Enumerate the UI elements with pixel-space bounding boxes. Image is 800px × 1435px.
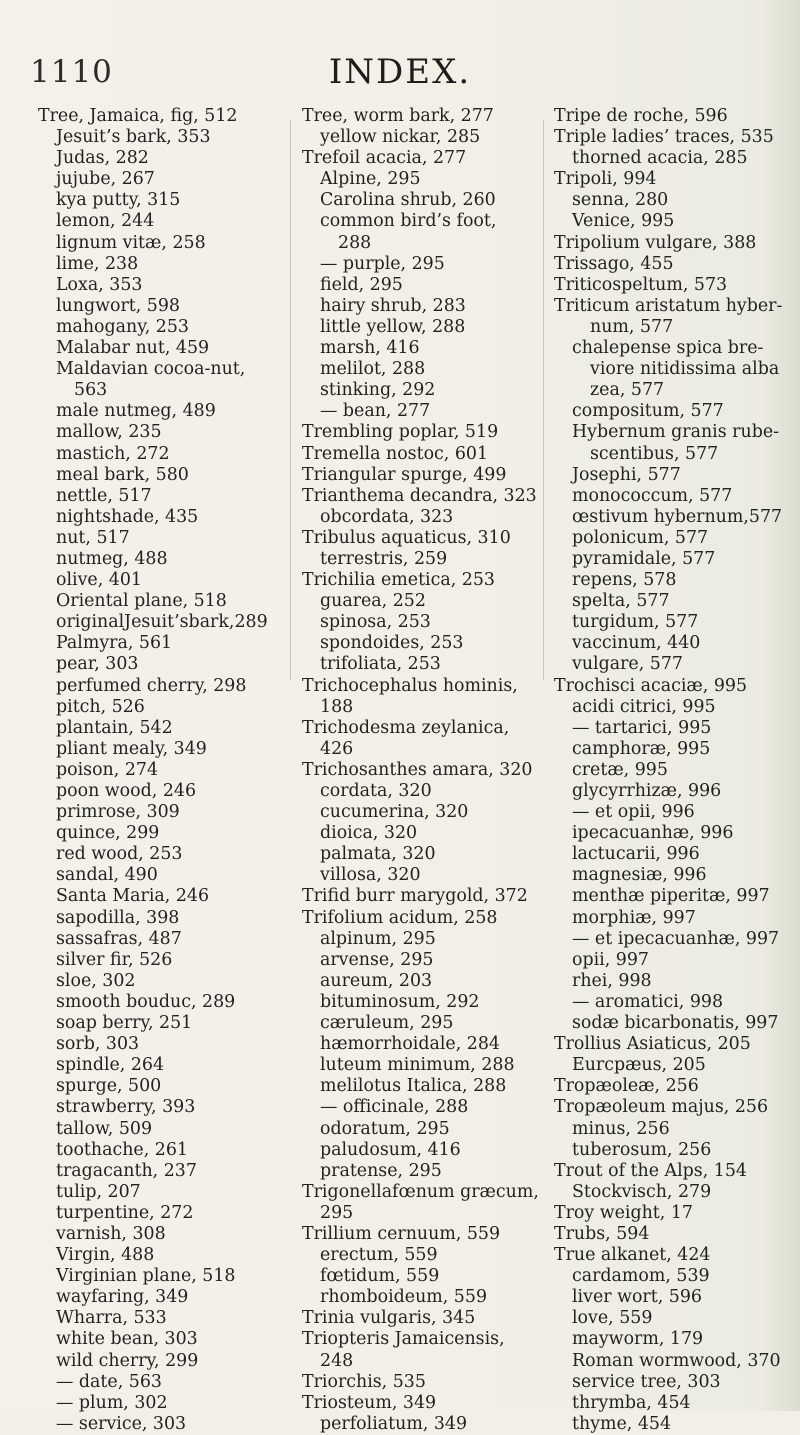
index-sub-entry: love, 559 — [572, 1308, 653, 1329]
index-main-entry: Trichosanthes amara, 320 — [302, 759, 533, 780]
index-sub-entry: vulgare, 577 — [572, 654, 683, 675]
index-sub-entry: cæruleum, 295 — [320, 1013, 454, 1034]
index-sub-entry: monococcum, 577 — [572, 485, 733, 506]
index-main-entry: Troy weight, 17 — [554, 1202, 693, 1223]
index-sub-entry: mahogany, 253 — [56, 316, 189, 337]
index-sub-entry: lignum vitæ, 258 — [56, 232, 206, 253]
index-sub-entry: spinosa, 253 — [320, 612, 431, 633]
index-main-entry: True alkanet, 424 — [554, 1245, 711, 1266]
index-sub-entry: Santa Maria, 246 — [56, 886, 210, 907]
index-sub-entry: — purple, 295 — [320, 253, 445, 274]
index-main-entry: Trianthema decandra, 323 — [302, 485, 537, 506]
index-sub-entry: vaccinum, 440 — [572, 633, 701, 654]
index-entry-continuation: 188 — [320, 696, 354, 717]
index-sub-entry: field, 295 — [320, 274, 403, 295]
index-sub-entry: spindle, 264 — [56, 1055, 165, 1076]
index-sub-entry: quince, 299 — [56, 823, 160, 844]
index-sub-entry: terrestris, 259 — [320, 548, 448, 569]
index-sub-entry: service tree, 303 — [572, 1371, 721, 1392]
index-main-entry: Trinia vulgaris, 345 — [302, 1308, 476, 1329]
index-main-entry: Trigonellafœnum græcum, — [302, 1181, 539, 1202]
index-sub-entry: arvense, 295 — [320, 949, 434, 970]
index-sub-entry: nutmeg, 488 — [56, 548, 168, 569]
index-main-entry: Triorchis, 535 — [302, 1371, 426, 1392]
index-sub-entry: — aromatici, 998 — [572, 991, 724, 1012]
index-sub-entry: silver fir, 526 — [56, 949, 173, 970]
index-main-entry: Triangular spurge, 499 — [302, 464, 507, 485]
index-sub-entry: minus, 256 — [572, 1118, 670, 1139]
index-sub-entry: Stockvisch, 279 — [572, 1181, 712, 1202]
index-main-entry: Tree, worm bark, 277 — [302, 106, 494, 126]
index-main-entry: Trollius Asiaticus, 205 — [554, 1034, 751, 1055]
index-sub-entry: — tartarici, 995 — [572, 717, 712, 738]
index-sub-entry: Hybernum granis rube- — [572, 422, 779, 443]
index-sub-entry: sapodilla, 398 — [56, 907, 180, 928]
index-sub-entry: red wood, 253 — [56, 844, 183, 865]
index-sub-entry: kya putty, 315 — [56, 190, 181, 211]
index-main-entry: Trembling poplar, 519 — [302, 422, 499, 443]
index-sub-entry: odoratum, 295 — [320, 1118, 450, 1139]
index-sub-entry: compositum, 577 — [572, 401, 724, 422]
index-sub-entry: chalepense spica bre- — [572, 338, 764, 359]
index-sub-entry: sodæ bicarbonatis, 997 — [572, 1013, 779, 1034]
index-sub-entry: spelta, 577 — [572, 591, 670, 612]
index-sub-entry: menthæ piperitæ, 997 — [572, 886, 770, 907]
index-sub-entry: meal bark, 580 — [56, 464, 189, 485]
index-sub-entry: Alpine, 295 — [320, 169, 421, 190]
index-sub-entry: plantain, 542 — [56, 717, 173, 738]
index-main-entry: Triticospeltum, 573 — [554, 274, 728, 295]
index-sub-entry: common bird’s foot, — [320, 211, 497, 232]
index-main-entry: Trichocephalus hominis, — [302, 675, 518, 696]
index-sub-entry: acidi citrici, 995 — [572, 696, 716, 717]
index-main-entry: Triopteris Jamaicensis, — [302, 1329, 505, 1350]
index-sub-entry: camphoræ, 995 — [572, 738, 711, 759]
index-main-entry: Tripolium vulgare, 388 — [554, 232, 757, 253]
index-main-entry: Trichilia emetica, 253 — [302, 570, 495, 591]
index-sub-entry: glycyrrhizæ, 996 — [572, 781, 722, 801]
index-sub-entry: melilot, 288 — [320, 359, 426, 380]
page-number: 1110 — [30, 54, 113, 90]
index-sub-entry: mayworm, 179 — [572, 1329, 704, 1350]
index-main-entry: Trissago, 455 — [554, 253, 674, 274]
index-column-2 — [302, 106, 547, 1435]
index-sub-entry: Josephi, 577 — [572, 464, 681, 485]
index-sub-entry: pliant mealy, 349 — [56, 738, 207, 759]
index-sub-entry: toothache, 261 — [56, 1139, 188, 1160]
index-main-entry: Trefoil acacia, 277 — [302, 148, 467, 169]
index-sub-entry: nettle, 517 — [56, 485, 152, 506]
column-divider — [290, 120, 291, 680]
index-sub-entry: pyramidale, 577 — [572, 548, 716, 569]
index-sub-entry: jujube, 267 — [56, 169, 155, 190]
index-sub-entry: perfumed cherry, 298 — [56, 675, 247, 696]
index-entry-continuation: 248 — [320, 1350, 354, 1371]
index-main-entry: Tripe de roche, 596 — [554, 106, 728, 126]
index-entry-continuation: num, 577 — [590, 316, 674, 337]
index-sub-entry: repens, 578 — [572, 570, 677, 591]
index-sub-entry: sassafras, 487 — [56, 928, 182, 949]
index-sub-entry: Roman wormwood, 370 — [572, 1350, 781, 1371]
index-sub-entry: lemon, 244 — [56, 211, 155, 232]
index-sub-entry: lungwort, 598 — [56, 295, 181, 316]
index-sub-entry: perfoliatum, 349 — [320, 1413, 468, 1434]
index-sub-entry: yellow nickar, 285 — [320, 127, 481, 148]
index-sub-entry: cretæ, 995 — [572, 759, 668, 780]
index-sub-entry: spondoides, 253 — [320, 633, 464, 654]
index-sub-entry: Palmyra, 561 — [56, 633, 173, 654]
index-sub-entry: soap berry, 251 — [56, 1013, 193, 1034]
index-sub-entry: spurge, 500 — [56, 1076, 162, 1097]
index-sub-entry: turgidum, 577 — [572, 612, 699, 633]
index-sub-entry: aureum, 203 — [320, 970, 433, 991]
index-sub-entry: poison, 274 — [56, 759, 159, 780]
index-sub-entry: cucumerina, 320 — [320, 802, 469, 823]
index-main-entry: Tribulus aquaticus, 310 — [302, 527, 511, 548]
index-sub-entry: Virginian plane, 518 — [56, 1266, 236, 1287]
index-sub-entry: guarea, 252 — [320, 591, 426, 612]
index-sub-entry: obcordata, 323 — [320, 506, 454, 527]
index-main-entry: Tropæoleæ, 256 — [554, 1076, 699, 1097]
index-sub-entry: varnish, 308 — [56, 1223, 166, 1244]
index-entry-continuation: 563 — [74, 380, 108, 401]
index-entry-continuation: 288 — [338, 232, 372, 253]
index-sub-entry: villosa, 320 — [320, 865, 421, 886]
index-sub-entry: thrymba, 454 — [572, 1392, 691, 1413]
index-sub-entry: — service, 303 — [56, 1413, 187, 1434]
index-sub-entry: melilotus Italica, 288 — [320, 1076, 507, 1097]
index-sub-entry: Jesuit’s bark, 353 — [56, 127, 211, 148]
index-sub-entry: — date, 563 — [56, 1371, 162, 1392]
index-entry-continuation: scentibus, 577 — [590, 443, 719, 464]
index-sub-entry: polonicum, 577 — [572, 527, 709, 548]
index-main-entry: Trifid burr marygold, 372 — [302, 886, 528, 907]
index-sub-entry: primrose, 309 — [56, 802, 180, 823]
index-sub-entry: liver wort, 596 — [572, 1287, 702, 1308]
index-sub-entry: smooth bouduc, 289 — [56, 991, 236, 1012]
index-sub-entry: cordata, 320 — [320, 781, 432, 801]
index-main-entry: Trifolium acidum, 258 — [302, 907, 498, 928]
index-sub-entry: — plum, 302 — [56, 1392, 168, 1413]
index-sub-entry: luteum minimum, 288 — [320, 1055, 515, 1076]
index-sub-entry: cardamom, 539 — [572, 1266, 710, 1287]
index-sub-entry: palmata, 320 — [320, 844, 436, 865]
index-sub-entry: Malabar nut, 459 — [56, 338, 210, 359]
index-sub-entry: thyme, 454 — [572, 1413, 672, 1434]
index-sub-entry: — et ipecacuanhæ, 997 — [572, 928, 780, 949]
index-sub-entry: fœtidum, 559 — [320, 1266, 440, 1287]
index-sub-entry: sorb, 303 — [56, 1034, 140, 1055]
index-sub-entry: pitch, 526 — [56, 696, 145, 717]
index-sub-entry: — officinale, 288 — [320, 1097, 469, 1118]
index-sub-entry: strawberry, 393 — [56, 1097, 196, 1118]
index-sub-entry: marsh, 416 — [320, 338, 420, 359]
index-sub-entry: tragacanth, 237 — [56, 1160, 197, 1181]
index-sub-entry: lactucarii, 996 — [572, 844, 700, 865]
index-main-entry: Trout of the Alps, 154 — [554, 1160, 747, 1181]
index-sub-entry: sloe, 302 — [56, 970, 136, 991]
index-sub-entry: magnesiæ, 996 — [572, 865, 707, 886]
index-main-entry: Triple ladies’ traces, 535 — [554, 127, 774, 148]
index-sub-entry: turpentine, 272 — [56, 1202, 194, 1223]
index-sub-entry: stinking, 292 — [320, 380, 436, 401]
index-sub-entry: dioica, 320 — [320, 823, 418, 844]
index-sub-entry: pratense, 295 — [320, 1160, 442, 1181]
index-main-entry: Trillium cernuum, 559 — [302, 1223, 501, 1244]
index-sub-entry: rhomboideum, 559 — [320, 1287, 488, 1308]
index-main-entry: Trichodesma zeylanica, — [302, 717, 510, 738]
index-main-entry: Tremella nostoc, 601 — [302, 443, 489, 464]
index-sub-entry: tulip, 207 — [56, 1181, 141, 1202]
index-sub-entry: wayfaring, 349 — [56, 1287, 189, 1308]
index-sub-entry: tuberosum, 256 — [572, 1139, 712, 1160]
index-main-entry: Triticum aristatum hyber- — [554, 295, 783, 316]
index-sub-entry: Carolina shrub, 260 — [320, 190, 496, 211]
index-sub-entry: hæmorrhoidale, 284 — [320, 1034, 500, 1055]
index-column-3 — [554, 106, 799, 1435]
index-main-entry: Trubs, 594 — [554, 1223, 650, 1244]
index-column-1 — [38, 106, 283, 1435]
index-entry-continuation: 426 — [320, 738, 354, 759]
index-entry-continuation: zea, 577 — [590, 380, 665, 401]
index-sub-entry: alpinum, 295 — [320, 928, 436, 949]
index-main-entry: Tropæoleum majus, 256 — [554, 1097, 769, 1118]
index-sub-entry: erectum, 559 — [320, 1245, 438, 1266]
index-sub-entry: Oriental plane, 518 — [56, 591, 227, 612]
index-sub-entry: Judas, 282 — [56, 148, 149, 169]
index-sub-entry: trifoliata, 253 — [320, 654, 441, 675]
index-sub-entry: originalJesuit’sbark,289 — [56, 612, 268, 633]
index-sub-entry: rhei, 998 — [572, 970, 652, 991]
index-sub-entry: mastich, 272 — [56, 443, 170, 464]
index-sub-entry: Eurcpæus, 205 — [572, 1055, 706, 1076]
index-sub-entry: senna, 280 — [572, 190, 669, 211]
index-sub-entry: male nutmeg, 489 — [56, 401, 216, 422]
index-sub-entry: ipecacuanhæ, 996 — [572, 823, 734, 844]
index-entry-continuation: 295 — [320, 1202, 354, 1223]
index-sub-entry: — et opii, 996 — [572, 802, 695, 823]
index-sub-entry: Wharra, 533 — [56, 1308, 167, 1329]
index-sub-entry: opii, 997 — [572, 949, 649, 970]
index-sub-entry: olive, 401 — [56, 570, 142, 591]
index-sub-entry: paludosum, 416 — [320, 1139, 461, 1160]
index-sub-entry: Loxa, 353 — [56, 274, 143, 295]
index-entry-continuation: viore nitidissima alba — [590, 359, 780, 380]
index-main-entry: Trochisci acaciæ, 995 — [554, 675, 748, 696]
index-sub-entry: nut, 517 — [56, 527, 130, 548]
page-title: INDEX. — [328, 52, 472, 92]
index-sub-entry: Maldavian cocoa-nut, — [56, 359, 246, 380]
index-main-entry: Tripoli, 994 — [554, 169, 657, 190]
index-sub-entry: poon wood, 246 — [56, 781, 197, 801]
index-main-entry: Tree, Jamaica, fig, 512 — [38, 106, 238, 126]
index-sub-entry: thorned acacia, 285 — [572, 148, 748, 169]
index-sub-entry: pear, 303 — [56, 654, 139, 675]
index-sub-entry: little yellow, 288 — [320, 316, 466, 337]
index-sub-entry: Virgin, 488 — [56, 1245, 155, 1266]
index-sub-entry: bituminosum, 292 — [320, 991, 480, 1012]
index-main-entry: Triosteum, 349 — [302, 1392, 437, 1413]
index-sub-entry: morphiæ, 997 — [572, 907, 696, 928]
index-sub-entry: sandal, 490 — [56, 865, 158, 886]
index-sub-entry: lime, 238 — [56, 253, 139, 274]
index-sub-entry: wild cherry, 299 — [56, 1350, 199, 1371]
index-sub-entry: mallow, 235 — [56, 422, 162, 443]
index-sub-entry: Venice, 995 — [572, 211, 675, 232]
index-sub-entry: tallow, 509 — [56, 1118, 153, 1139]
index-sub-entry: hairy shrub, 283 — [320, 295, 466, 316]
index-sub-entry: white bean, 303 — [56, 1329, 198, 1350]
index-sub-entry: — bean, 277 — [320, 401, 431, 422]
index-sub-entry: œstivum hybernum,577 — [572, 506, 783, 527]
index-sub-entry: nightshade, 435 — [56, 506, 199, 527]
